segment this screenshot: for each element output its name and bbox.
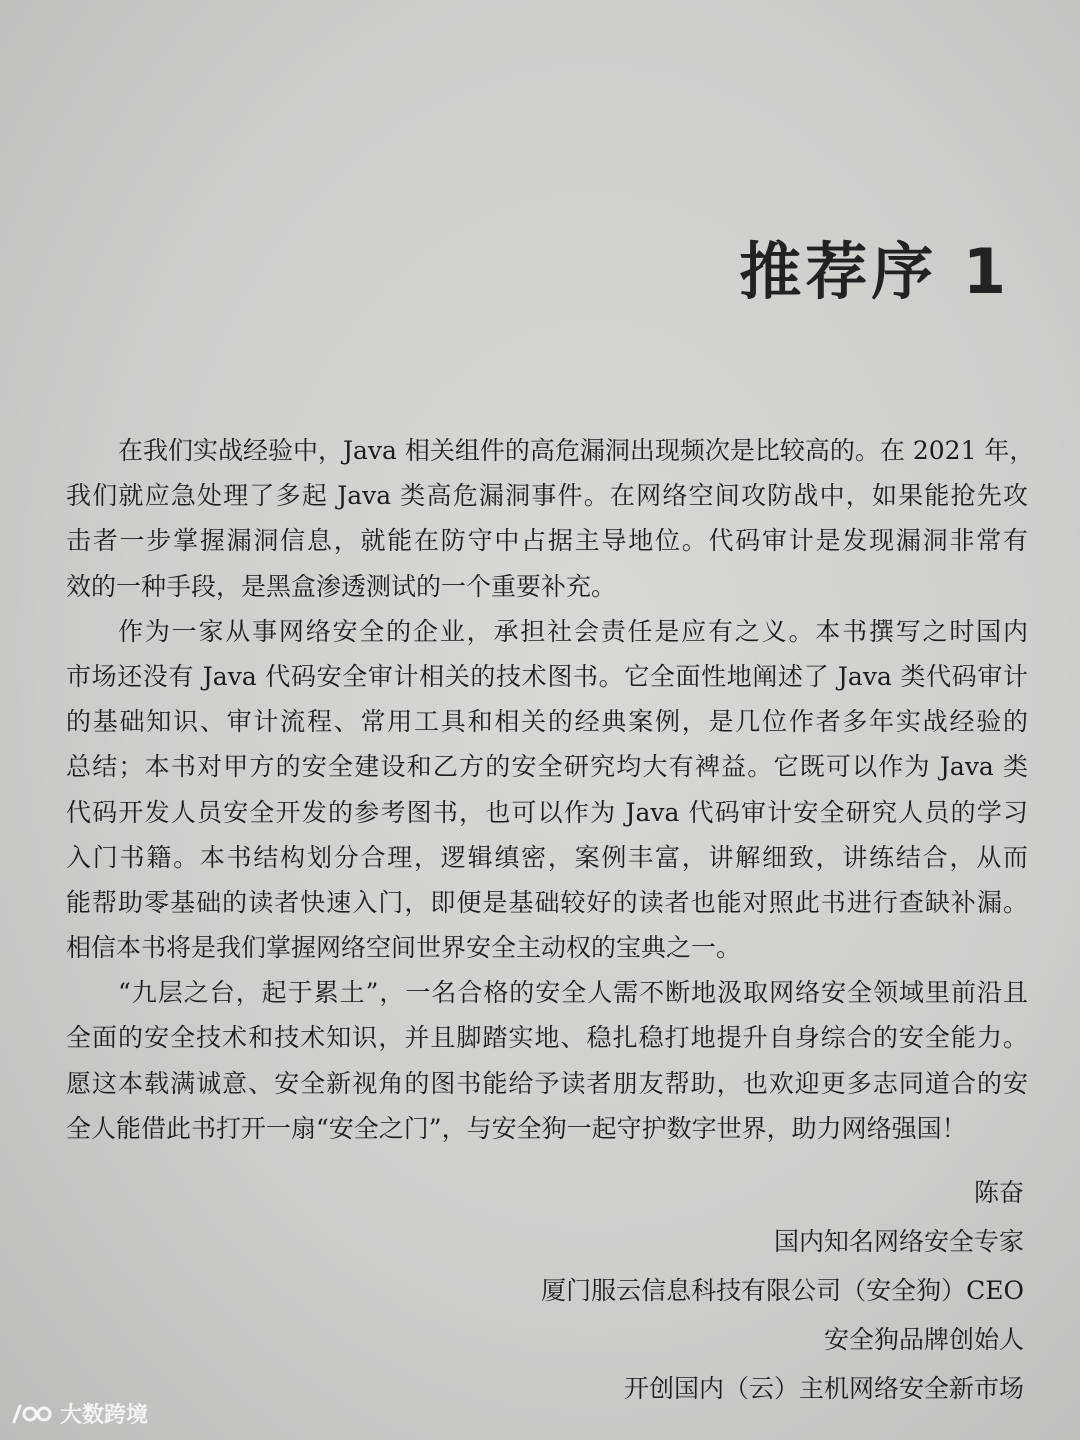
paragraph-line: 市场还没有 Java 代码安全审计相关的技术图书。它全面性地阐述了 Java 类代码审计: [66, 661, 1028, 691]
author-title: 开创国内（云）主机网络安全新市场: [623, 1374, 1024, 1403]
paragraph-line: 代码开发人员安全开发的参考图书，也可以作为 Java 代码审计安全研究人员的学习: [66, 797, 1028, 827]
chapter-title: 推荐序 1: [739, 235, 1010, 308]
paragraph-3: [66, 970, 1028, 1151]
watermark: [10, 1398, 148, 1429]
paragraph-2: [66, 609, 1028, 971]
paragraph-line: 愿这本载满诚意、安全新视角的图书能给予读者朋友帮助，也欢迎更多志同道合的安: [66, 1068, 1028, 1098]
paragraph-line: 能帮助零基础的读者快速入门，即便是基础较好的读者也能对照此书进行查缺补漏。: [66, 887, 1028, 917]
paragraph-line: 在我们实战经验中，Java 相关组件的高危漏洞出现频次是比较高的。在 2021 年，: [118, 436, 1035, 465]
author-title: 安全狗品牌创始人: [823, 1325, 1024, 1354]
foreword-body: [66, 428, 1035, 1151]
paragraph-line: 全人能借此书打开一扇“安全之门”，与安全狗一起守护数字世界，助力网络强国！: [66, 1113, 967, 1143]
author-title: 国内知名网络安全专家: [773, 1227, 1024, 1256]
paragraph-line: “九层之台，起于累土”，一名合格的安全人需不断地汲取网络安全领域里前沿且: [118, 978, 1028, 1008]
paragraph-line: 我们就应急处理了多起 Java 类高危漏洞事件。在网络空间攻防战中，如果能抢先攻: [66, 481, 1028, 511]
paragraph-line: 相信本书将是我们掌握网络空间世界安全主动权的宝典之一。: [66, 933, 742, 963]
paragraph-1: [66, 428, 1035, 609]
paragraph-line: 作为一家从事网络安全的企业，承担社会责任是应有之义。本书撰写之时国内: [118, 616, 1028, 646]
paragraph-line: 总结；本书对甲方的安全建设和乙方的安全研究均大有裨益。它既可以作为 Java 类: [66, 752, 1028, 782]
paragraph-line: 入门书籍。本书结构划分合理，逻辑缜密，案例丰富，讲解细致，讲练结合，从而: [66, 842, 1028, 872]
paragraph-line: 击者一步掌握漏洞信息，就能在防守中占据主导地位。代码审计是发现漏洞非常有: [66, 526, 1028, 556]
paragraph-line: 全面的安全技术和技术知识，并且脚踏实地、稳扎稳打地提升自身综合的安全能力。: [66, 1023, 1028, 1053]
dashuju-logo-icon: [10, 1400, 54, 1428]
author-signature: [541, 1168, 1024, 1413]
watermark-text: 大数跨境: [60, 1403, 149, 1428]
paragraph-line: 效的一种手段，是黑盒渗透测试的一个重要补充。: [66, 571, 617, 601]
paragraph-line: 的基础知识、审计流程、常用工具和相关的经典案例，是几位作者多年实战经验的: [66, 707, 1028, 737]
author-name: 陈奋: [973, 1178, 1024, 1207]
author-title: 厦门服云信息科技有限公司（安全狗）CEO: [541, 1276, 1024, 1305]
